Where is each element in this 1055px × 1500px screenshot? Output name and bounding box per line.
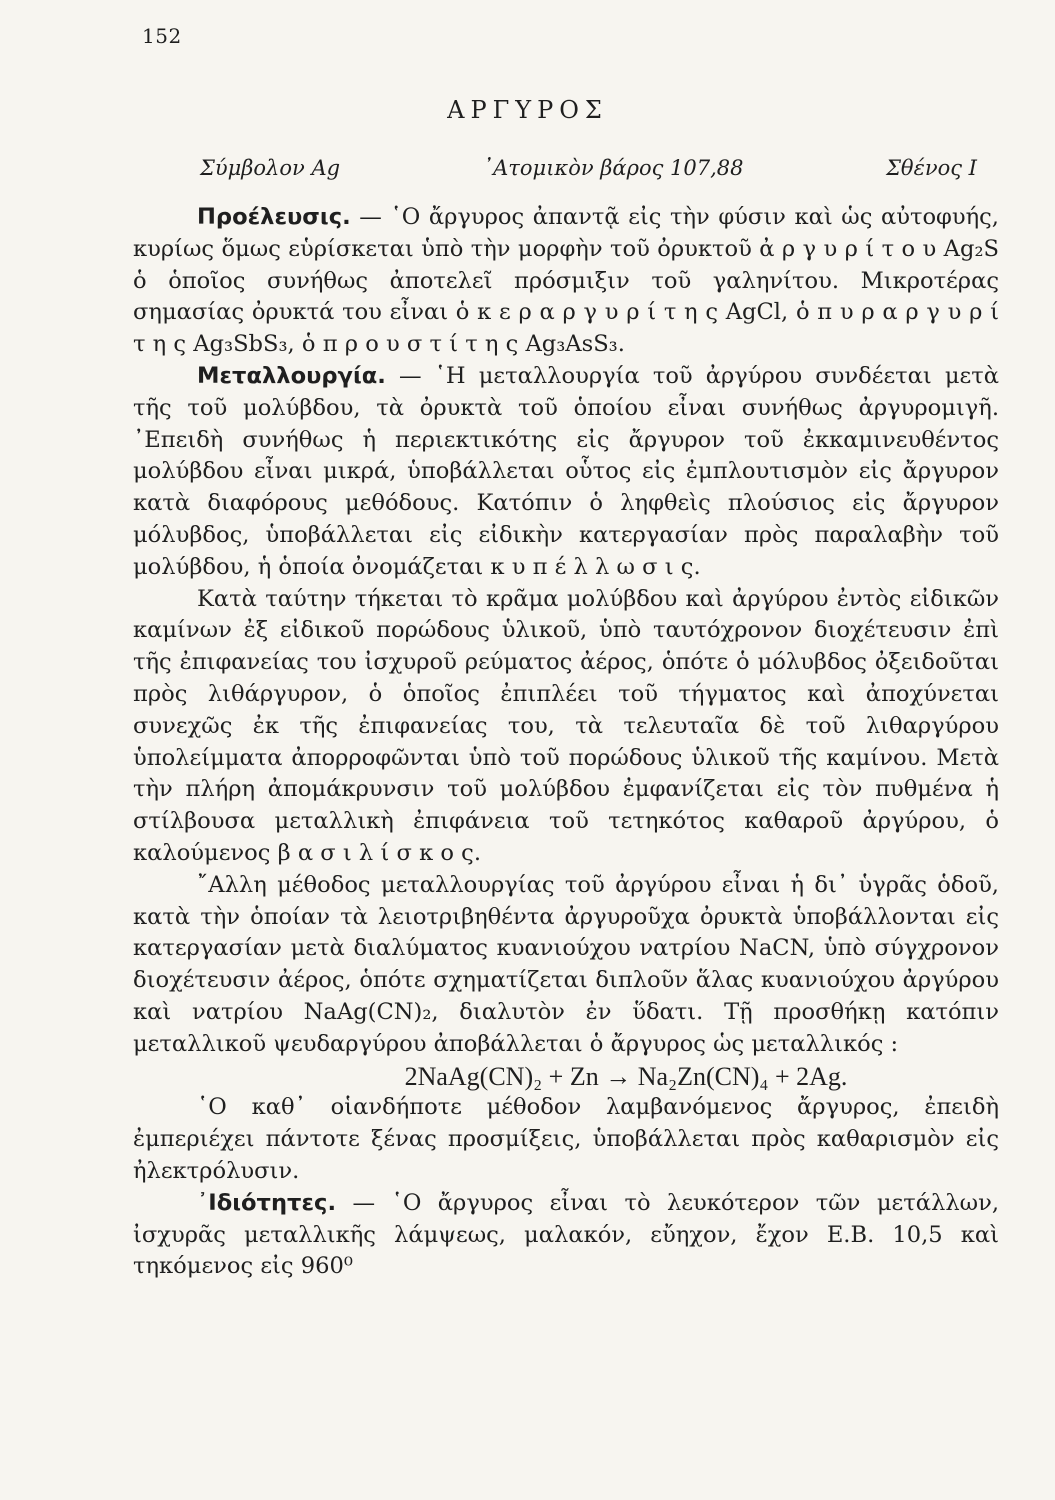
- section-heading-properties: ᾿Ιδιότητες.: [197, 1189, 337, 1216]
- element-valence: Σθένος I: [886, 156, 977, 180]
- paragraph-electrolysis: [133, 1092, 999, 1187]
- paragraph-cupellation: [133, 584, 999, 870]
- chemical-equation: 2NaAg(CN)₂ + Zn → Na₂Zn(CN)₄ + 2Ag.: [404, 1061, 848, 1091]
- section-heading-metallurgy: Μεταλλουργία.: [197, 362, 386, 389]
- paragraph-text: Κατὰ ταύτην τήκεται τὸ κρᾶμα μολύβδου καὶ ἀργύρου ἐντὸς εἰδικῶν καμίνων ἐξ εἰδικοῦ πορώδους ὑλικοῦ, ὑπὸ ταυτόχρονον διοχέτευσιν ἐπὶ τῆς ἐπιφανείας του ἰσχυροῦ ρεύματος ἀέρος, ὁπότε ὁ μόλυβδος ὀξειδοῦται πρὸς λιθάργυρον, ὁ ὁποῖος ἐπιπλέει τοῦ τήγματος καὶ ἀποχύνεται συνεχῶς ἐκ τῆς ἐπιφανείας του, τὰ τελευταῖα δὲ τοῦ λιθαργύρου ὑπολείμματα ἀπορροφῶνται ὑπὸ τοῦ πορώδους ὑλικοῦ τῆς καμίνου. Μετὰ τὴν πλήρη ἀπομάκρυνσιν τοῦ μολύβδου ἐμφανίζεται εἰς τὸν πυθμένα ἡ στίλβουσα μεταλλικὴ ἐπιφάνεια τοῦ τετηκότος καθαροῦ ἀργύρου, ὁ καλούμενος β α σ ι λ ί σ κ ο ς.: [133, 585, 999, 866]
- paragraph-wet-method: [133, 870, 999, 1061]
- element-atomic-weight: ᾿Ατομικὸν βάρος 107,88: [482, 156, 744, 180]
- paragraph-properties: [133, 1188, 999, 1283]
- body-text: [133, 202, 999, 1283]
- section-heading-origin: Προέλευσις.: [197, 204, 351, 230]
- chapter-title: ΑΡΓΥΡΟΣ: [447, 96, 608, 124]
- paragraph-text: — ῾Ο ἄργυρος εἶναι τὸ λευκότερον τῶν μετάλλων, ἰσχυρᾶς μεταλλικῆς λάμψεως, μαλακόν, εὔηχον, ἔχον Ε.Β. 10,5 καὶ τηκόμενος εἰς 960⁰: [133, 1189, 999, 1280]
- paragraph-text: — ῾Ο ἄργυρος ἀπαντᾷ εἰς τὴν φύσιν καὶ ὡς αὐτοφυής, κυρίως ὅμως εὑρίσκεται ὑπὸ τὴν μορφὴν τοῦ ὀρυκτοῦ ἀ ρ γ υ ρ ί τ ο υ Ag₂S ὁ ὁποῖος συνήθως ἀποτελεῖ πρόσμιξιν τοῦ γαληνίτου. Μικροτέρας σημασίας ὀρυκτά του εἶναι ὁ κ ε ρ α ρ γ υ ρ ί τ η ς AgCl, ὁ π υ ρ α ρ γ υ ρ ί τ η ς Ag₃SbS₃, ὁ π ρ ο υ σ τ ί τ η ς Ag₃AsS₃.: [133, 204, 999, 358]
- paragraph-text: ῾Ο καθ᾿ οἱανδήποτε μέθοδον λαμβανόμενος ἄργυρος, ἐπειδὴ ἐμπεριέχει πάντοτε ξένας προσμίξεις, ὑποβάλλεται πρὸς καθαρισμὸν εἰς ἠλεκτρόλυσιν.: [133, 1094, 999, 1184]
- paragraph-text: ῎Αλλη μέθοδος μεταλλουργίας τοῦ ἀργύρου εἶναι ἡ δι᾿ ὑγρᾶς ὁδοῦ, κατὰ τὴν ὁποίαν τὰ λειοτριβηθέντα ἀργυροῦχα ὀρυκτὰ ὑποβάλλονται εἰς κατεργασίαν μετὰ διαλύματος κυανιούχου νατρίου NaCN, ὑπὸ σύγχρονον διοχέτευσιν ἀέρος, ὁπότε σχηματίζεται διπλοῦν ἅλας κυανιούχου ἀργύρου καὶ νατρίου NaAg(CN)₂, διαλυτὸν ἐν ὕδατι. Τῇ προσθήκῃ κατόπιν μεταλλικοῦ ψευδαργύρου ἀποβάλλεται ὁ ἄργυρος ὡς μεταλλικός :: [133, 871, 999, 1057]
- element-symbol: Σύμβολον Ag: [200, 156, 341, 180]
- paragraph-text: — ῾Η μεταλλουργία τοῦ ἀργύρου συνδέεται μετὰ τῆς τοῦ μολύβδου, τὰ ὀρυκτὰ τοῦ ὁποίου εἶναι συνήθως ἀργυρομιγῆ. ᾿Επειδὴ συνήθως ἡ περιεκτικότης εἰς ἄργυρον τοῦ ἐκκαμινευθέντος μολύβδου εἶναι μικρά, ὑποβάλλεται οὗτος εἰς ἐμπλουτισμὸν εἰς ἄργυρον κατὰ διαφόρους μεθόδους. Κατόπιν ὁ ληφθεὶς πλούσιος εἰς ἄργυρον μόλυβδος, ὑποβάλλεται εἰς εἰδικὴν κατεργασίαν πρὸς παραλαβὴν τοῦ μολύβδου, ἡ ὁποία ὀνομάζεται κ υ π έ λ λ ω σ ι ς.: [133, 362, 999, 580]
- paragraph-metallurgy: [133, 361, 999, 584]
- page-number: 152: [142, 24, 182, 48]
- paragraph-origin: [133, 202, 999, 361]
- element-meta-line: [200, 156, 977, 180]
